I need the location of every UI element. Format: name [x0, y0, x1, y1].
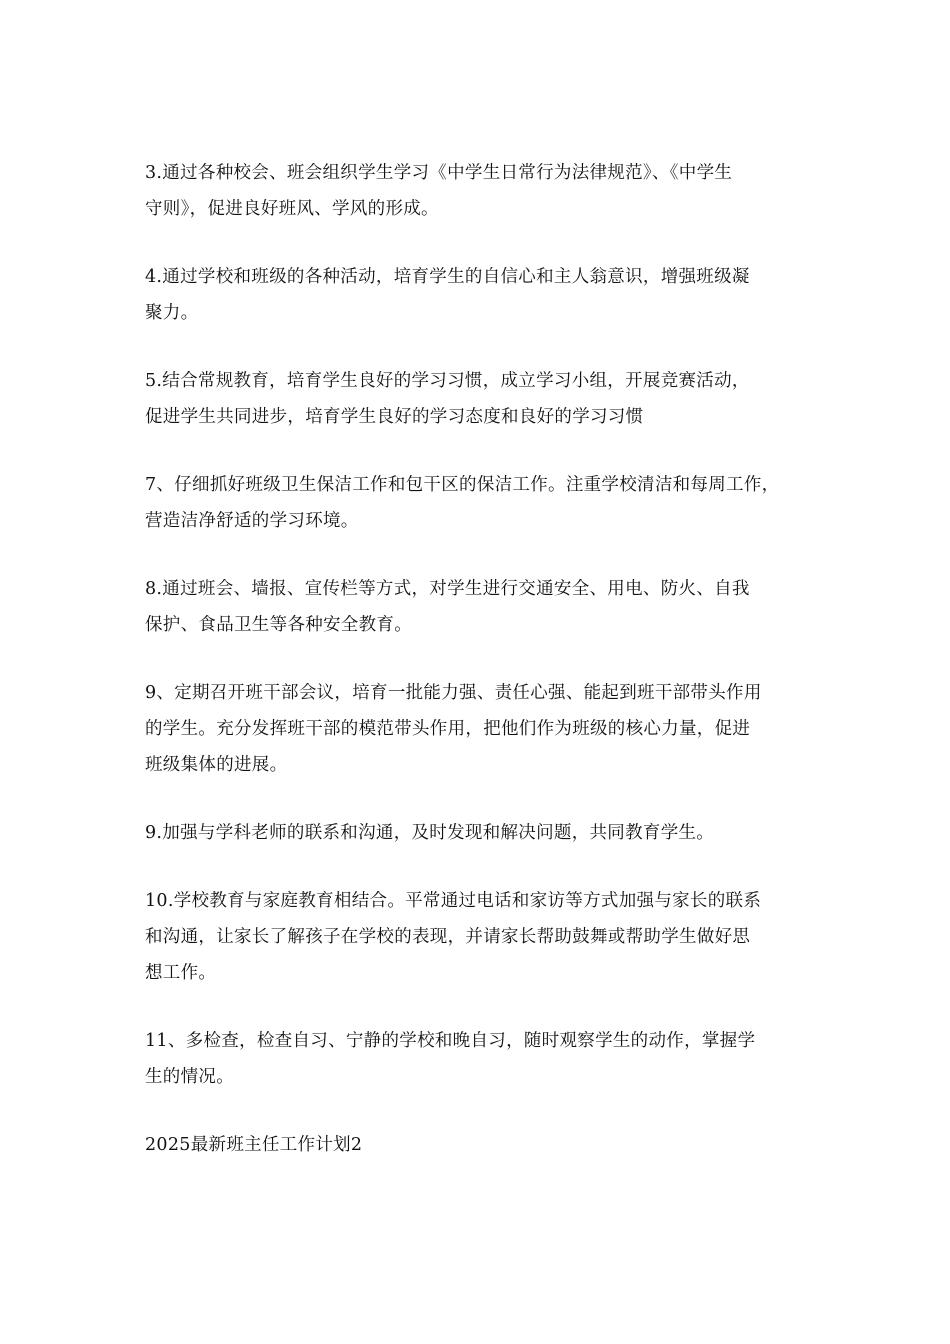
paragraph-line: 想工作。: [145, 963, 217, 983]
paragraph-line: 班级集体的进展。: [145, 755, 288, 775]
paragraph-line: 10.学校教育与家庭教育相结合。平常通过电话和家访等方式加强与家长的联系: [145, 891, 762, 911]
paragraph-line: 的学生。充分发挥班干部的模范带头作用，把他们作为班级的核心力量，促进: [145, 719, 751, 739]
paragraph-item-7: [145, 467, 815, 539]
paragraph-item-8: [145, 571, 815, 643]
paragraph-line: 8.通过班会、墙报、宣传栏等方式，对学生进行交通安全、用电、防火、自我: [145, 579, 750, 599]
paragraph-line: 保护、食品卫生等各种安全教育。: [145, 615, 412, 635]
paragraph-line: 4.通过学校和班级的各种活动，培育学生的自信心和主人翁意识，增强班级凝: [145, 267, 750, 287]
paragraph-item-5: [145, 363, 815, 435]
paragraph-item-10: [145, 883, 815, 991]
paragraph-line: 5.结合常规教育，培育学生良好的学习习惯，成立学习小组，开展竞赛活动，: [145, 371, 750, 391]
paragraph-line: 9、定期召开班干部会议，培育一批能力强、责任心强、能起到班干部带头作用: [145, 683, 762, 703]
section-heading: 2025最新班主任工作计划2: [145, 1135, 363, 1155]
document-page: [145, 155, 815, 1195]
paragraph-line: 聚力。: [145, 303, 199, 323]
paragraph-line: 生的情况。: [145, 1067, 234, 1087]
paragraph-line: 11、多检查，检查自习、宁静的学校和晚自习，随时观察学生的动作，掌握学: [145, 1031, 756, 1051]
paragraph-line: 7、仔细抓好班级卫生保洁工作和包干区的保洁工作。注重学校清洁和每周工作，: [145, 475, 780, 495]
paragraph-item-9b: [145, 815, 815, 851]
paragraph-line: 3.通过各种校会、班会组织学生学习《中学生日常行为法律规范》、《中学生: [145, 163, 733, 183]
paragraph-item-11: [145, 1023, 815, 1095]
paragraph-line: 和沟通，让家长了解孩子在学校的表现，并请家长帮助鼓舞或帮助学生做好思: [145, 927, 751, 947]
paragraph-line: 营造洁净舒适的学习环境。: [145, 511, 359, 531]
paragraph-line: 促进学生共同进步，培育学生良好的学习态度和良好的学习习惯: [145, 407, 644, 427]
paragraph-item-4: [145, 259, 815, 331]
paragraph-item-9a: [145, 675, 815, 783]
paragraph-item-3: [145, 155, 815, 227]
paragraph-line: 9.加强与学科老师的联系和沟通，及时发现和解决问题，共同教育学生。: [145, 823, 715, 843]
paragraph-line: 守则》，促进良好班风、学风的形成。: [145, 199, 439, 219]
